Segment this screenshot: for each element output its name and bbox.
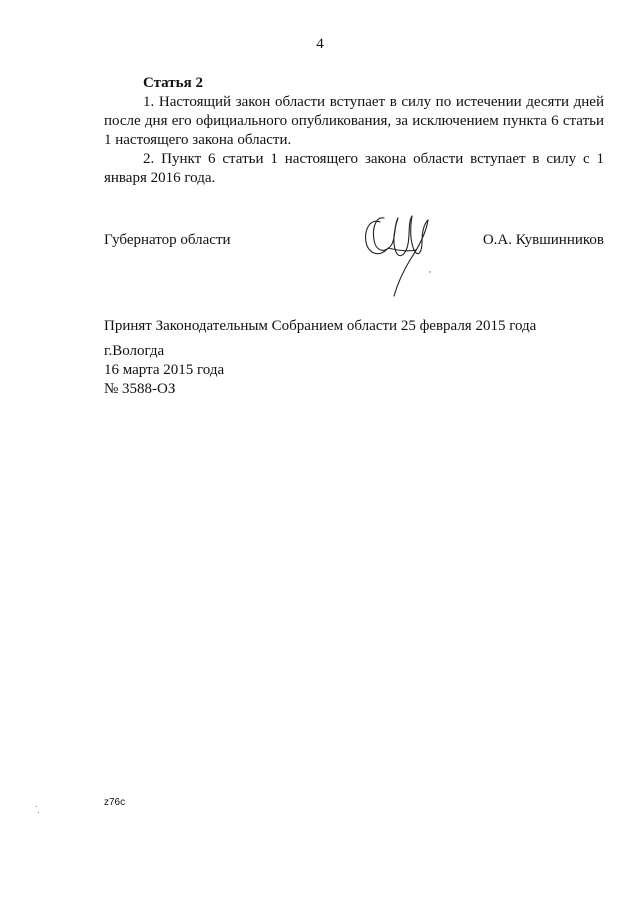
article-paragraph-2: 2. Пункт 6 статьи 1 настоящего закона области вступает в силу с 1 января 2016 года. bbox=[104, 151, 604, 186]
article-heading: Статья 2 bbox=[143, 75, 203, 91]
page-number: 4 bbox=[316, 36, 324, 52]
city: г.Вологда bbox=[104, 343, 165, 359]
article-paragraph-1: 1. Настоящий закон области вступает в силу по истечении десяти дней после дня его официального опубликования, за исключением пункта 6 статьи 1 настоящего закона области. bbox=[104, 94, 604, 148]
adoption-note: Принят Законодательным Собранием области 25 февраля 2015 года bbox=[104, 318, 537, 334]
law-number: № 3588-ОЗ bbox=[104, 381, 176, 397]
article-2 bbox=[104, 74, 604, 188]
signing-date: 16 марта 2015 года bbox=[104, 362, 225, 378]
footer-code: z76c bbox=[104, 797, 126, 808]
governor-title: Губернатор области bbox=[104, 232, 231, 248]
scan-speck bbox=[36, 806, 37, 807]
governor-name: О.А. Кувшинников bbox=[482, 232, 604, 248]
signature-image bbox=[358, 208, 438, 303]
place-date-block bbox=[104, 342, 224, 399]
scan-speck bbox=[38, 812, 39, 813]
